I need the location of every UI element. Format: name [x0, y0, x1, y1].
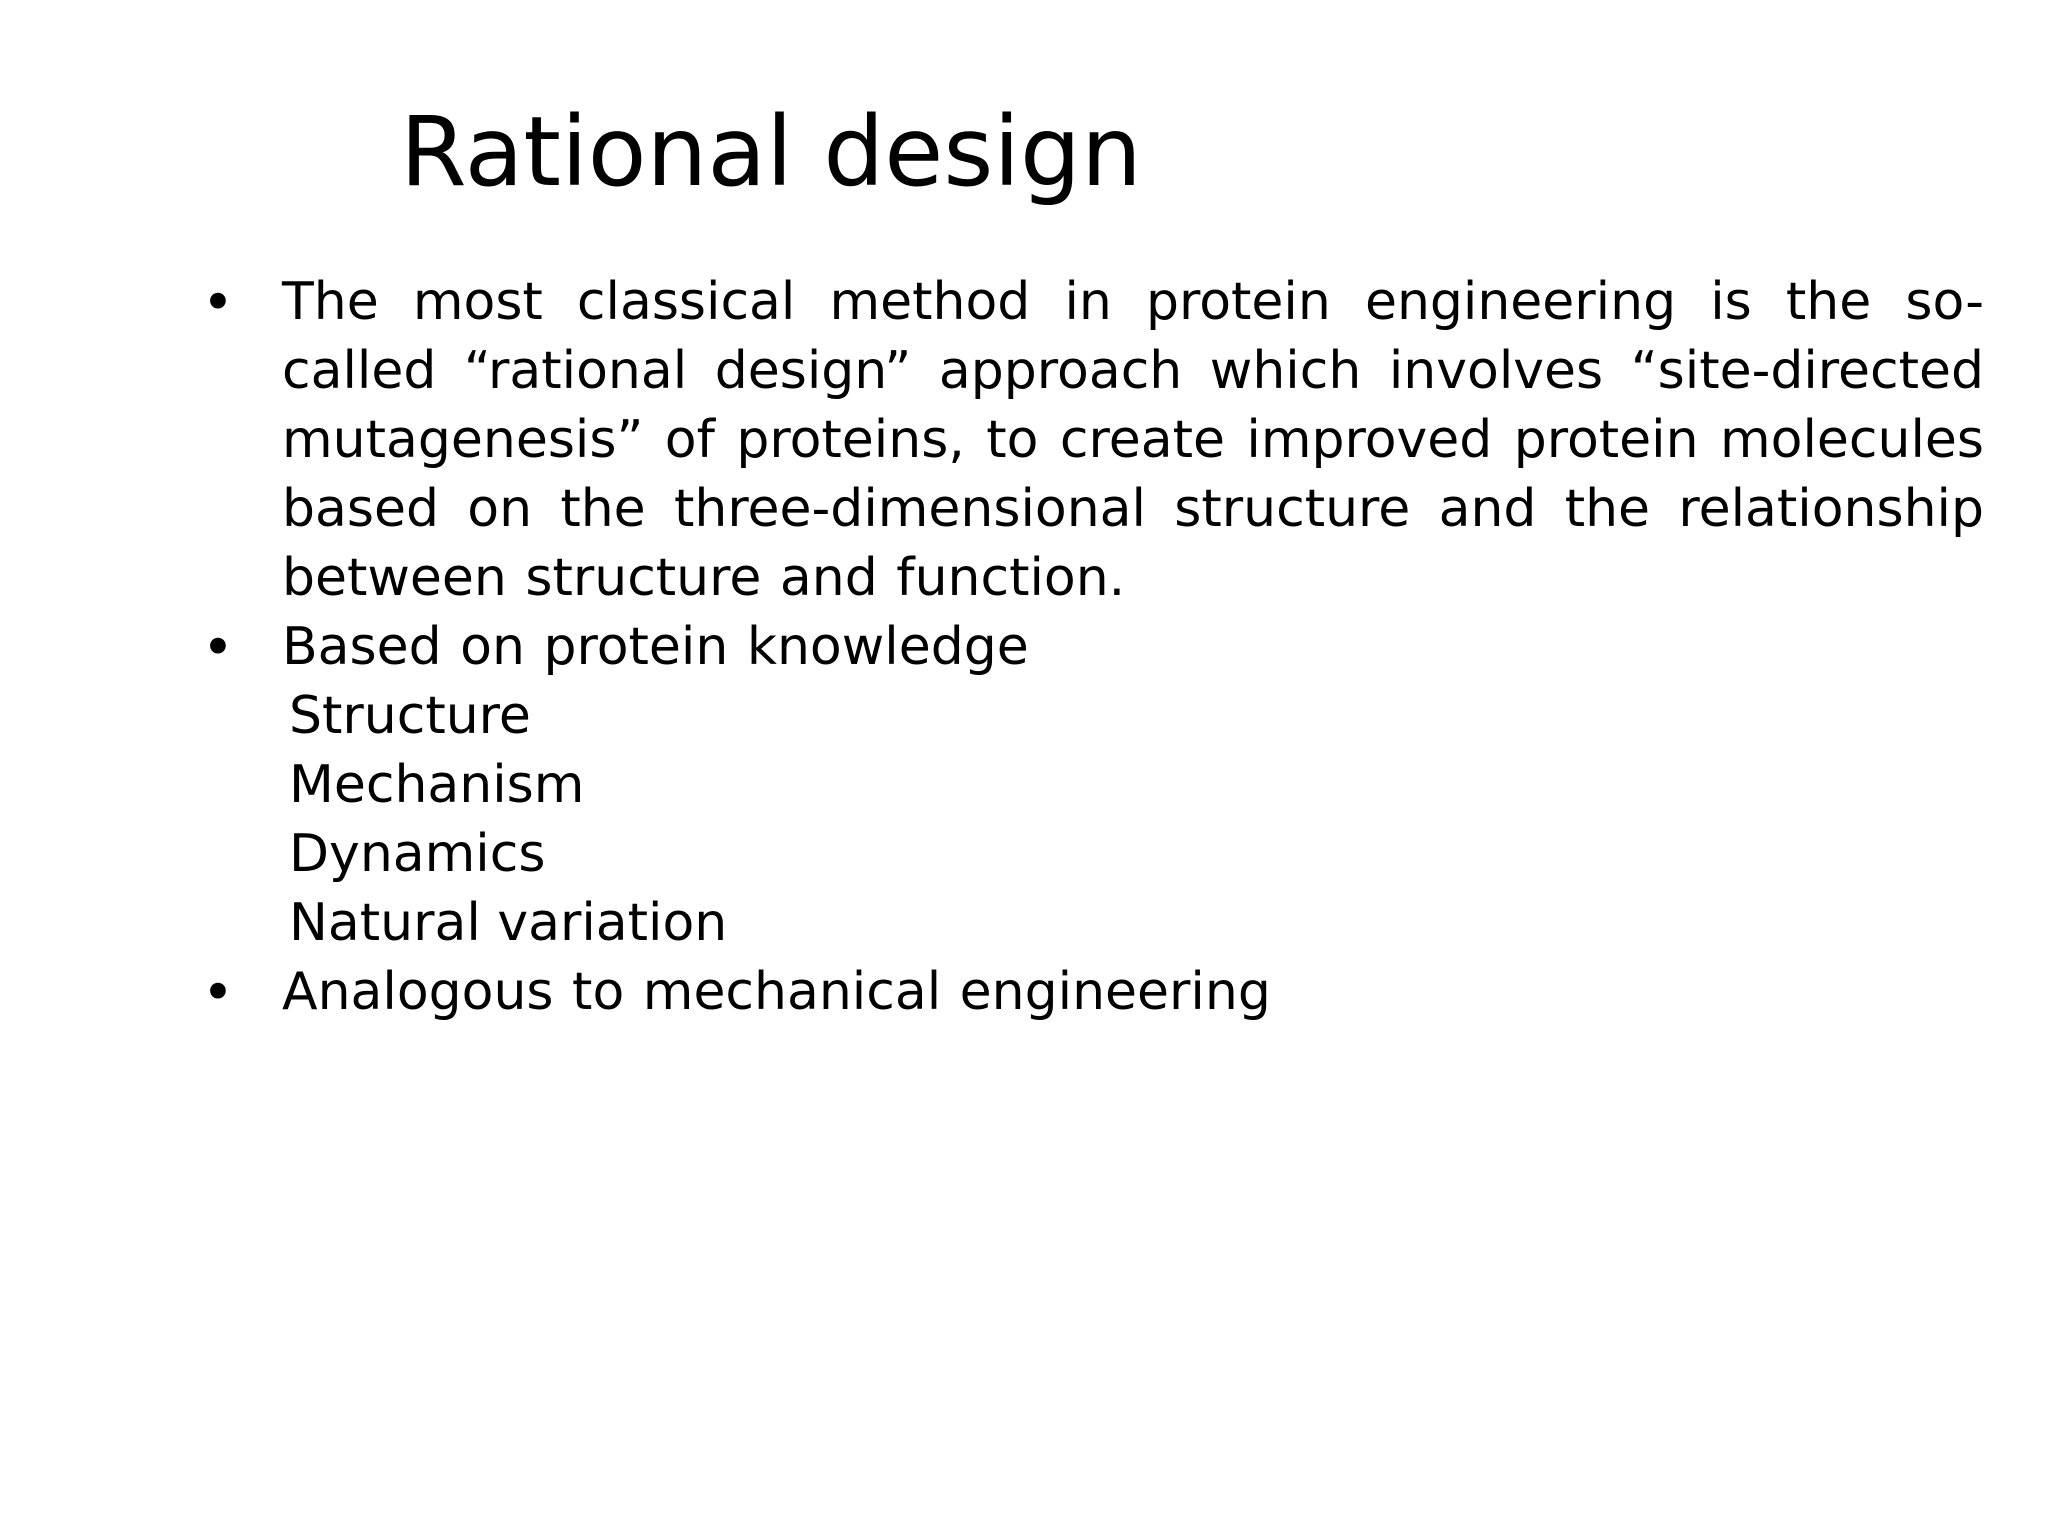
bullet-marker: •: [202, 271, 234, 334]
sub-item: Structure: [289, 686, 531, 746]
slide-title: Rational design: [400, 96, 1142, 208]
sub-item: Natural variation: [289, 893, 728, 953]
bullet-marker: •: [202, 616, 234, 679]
sub-item: Dynamics: [289, 824, 546, 884]
sub-item: Mechanism: [289, 755, 585, 815]
bullet-text: The most classical method in protein engineering is the so-called “rational design” approach which involves “site-directed mutagenesis” of proteins, to create improved protein molecules based on the three-dimensional structure and the relationship between structure and function.: [282, 272, 1984, 608]
bullet-text: Based on protein knowledge: [282, 617, 1029, 677]
bullet-marker: •: [202, 961, 234, 1024]
bullet-text: Analogous to mechanical engineering: [282, 962, 1271, 1022]
